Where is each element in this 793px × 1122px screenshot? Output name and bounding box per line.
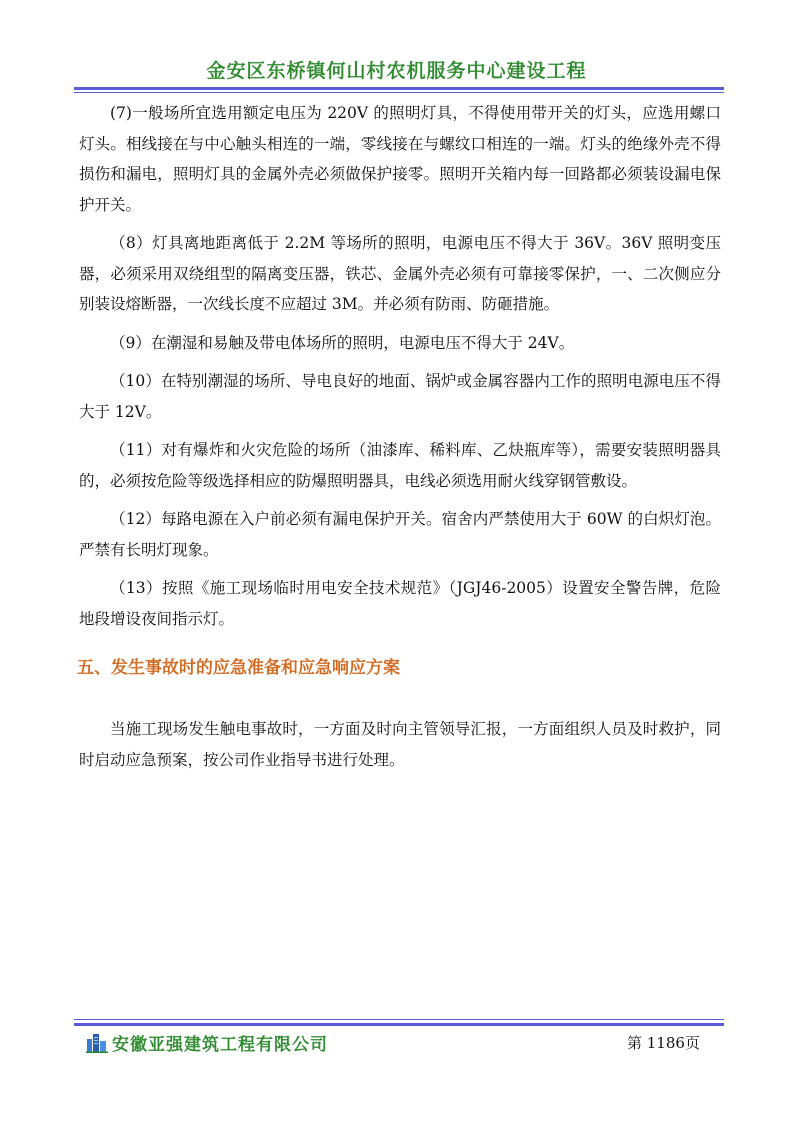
paragraph-7: (7)一般场所宜选用额定电压为 220V 的照明灯具，不得使用带开关的灯头，应选用螺口灯头。相线接在与中心触头相连的一端，零线接在与螺纹口相连的一端。灯头的绝缘外壳不得损伤和漏电，照明灯具的金属外壳必须做保护接零。照明开关箱内每一回路都必须装设漏电保护开关。 <box>79 104 721 214</box>
header-rule-thick <box>74 87 724 90</box>
footer-page-number: 第 1186页 <box>627 1034 700 1052</box>
footer-rule-thick <box>74 1023 724 1026</box>
document-body <box>79 98 721 775</box>
paragraph-8: （8）灯具离地距离低于 2.2M 等场所的照明，电源电压不得大于 36V。36V 照明变压器，必须采用双绕组型的隔离变压器，铁芯、金属外壳必须有可靠接零保护，一、二次侧应分别装设熔断器，一次线长度不应超过 3M。并必须有防雨、防砸措施。 <box>79 234 721 313</box>
footer-rule-thin <box>74 1019 724 1020</box>
paragraph-10: （10）在特别潮湿的场所、导电良好的地面、锅炉或金属容器内工作的照明电源电压不得大于 12V。 <box>79 372 721 421</box>
paragraph-12: （12）每路电源在入户前必须有漏电保护开关。宿舍内严禁使用大于 60W 的白炽灯泡。严禁有长明灯现象。 <box>79 510 721 559</box>
header-rule-thin <box>74 92 724 93</box>
paragraph-11: （11）对有爆炸和火灾危险的场所（油漆库、稀料库、乙炔瓶库等），需要安装照明器具的，必须按危险等级选择相应的防爆照明器具，电线必须选用耐火线穿钢管敷设。 <box>79 441 721 490</box>
paragraph-13: （13）按照《施工现场临时用电安全技术规范》（JGJ46-2005）设置安全警告牌，危险地段增设夜间指示灯。 <box>79 579 721 628</box>
section-body-paragraph: 当施工现场发生触电事故时，一方面及时向主管领导汇报，一方面组织人员及时救护，同时启动应急预案，按公司作业指导书进行处理。 <box>79 720 721 769</box>
footer-company-name: 安徽亚强建筑工程有限公司 <box>112 1035 328 1055</box>
building-logo-icon <box>86 1031 108 1053</box>
header-title: 金安区东桥镇何山村农机服务中心建设工程 <box>206 60 587 82</box>
section-heading: 五、发生事故时的应急准备和应急响应方案 <box>77 658 400 678</box>
paragraph-9: （9）在潮湿和易触及带电体场所的照明，电源电压不得大于 24V。 <box>110 333 575 352</box>
